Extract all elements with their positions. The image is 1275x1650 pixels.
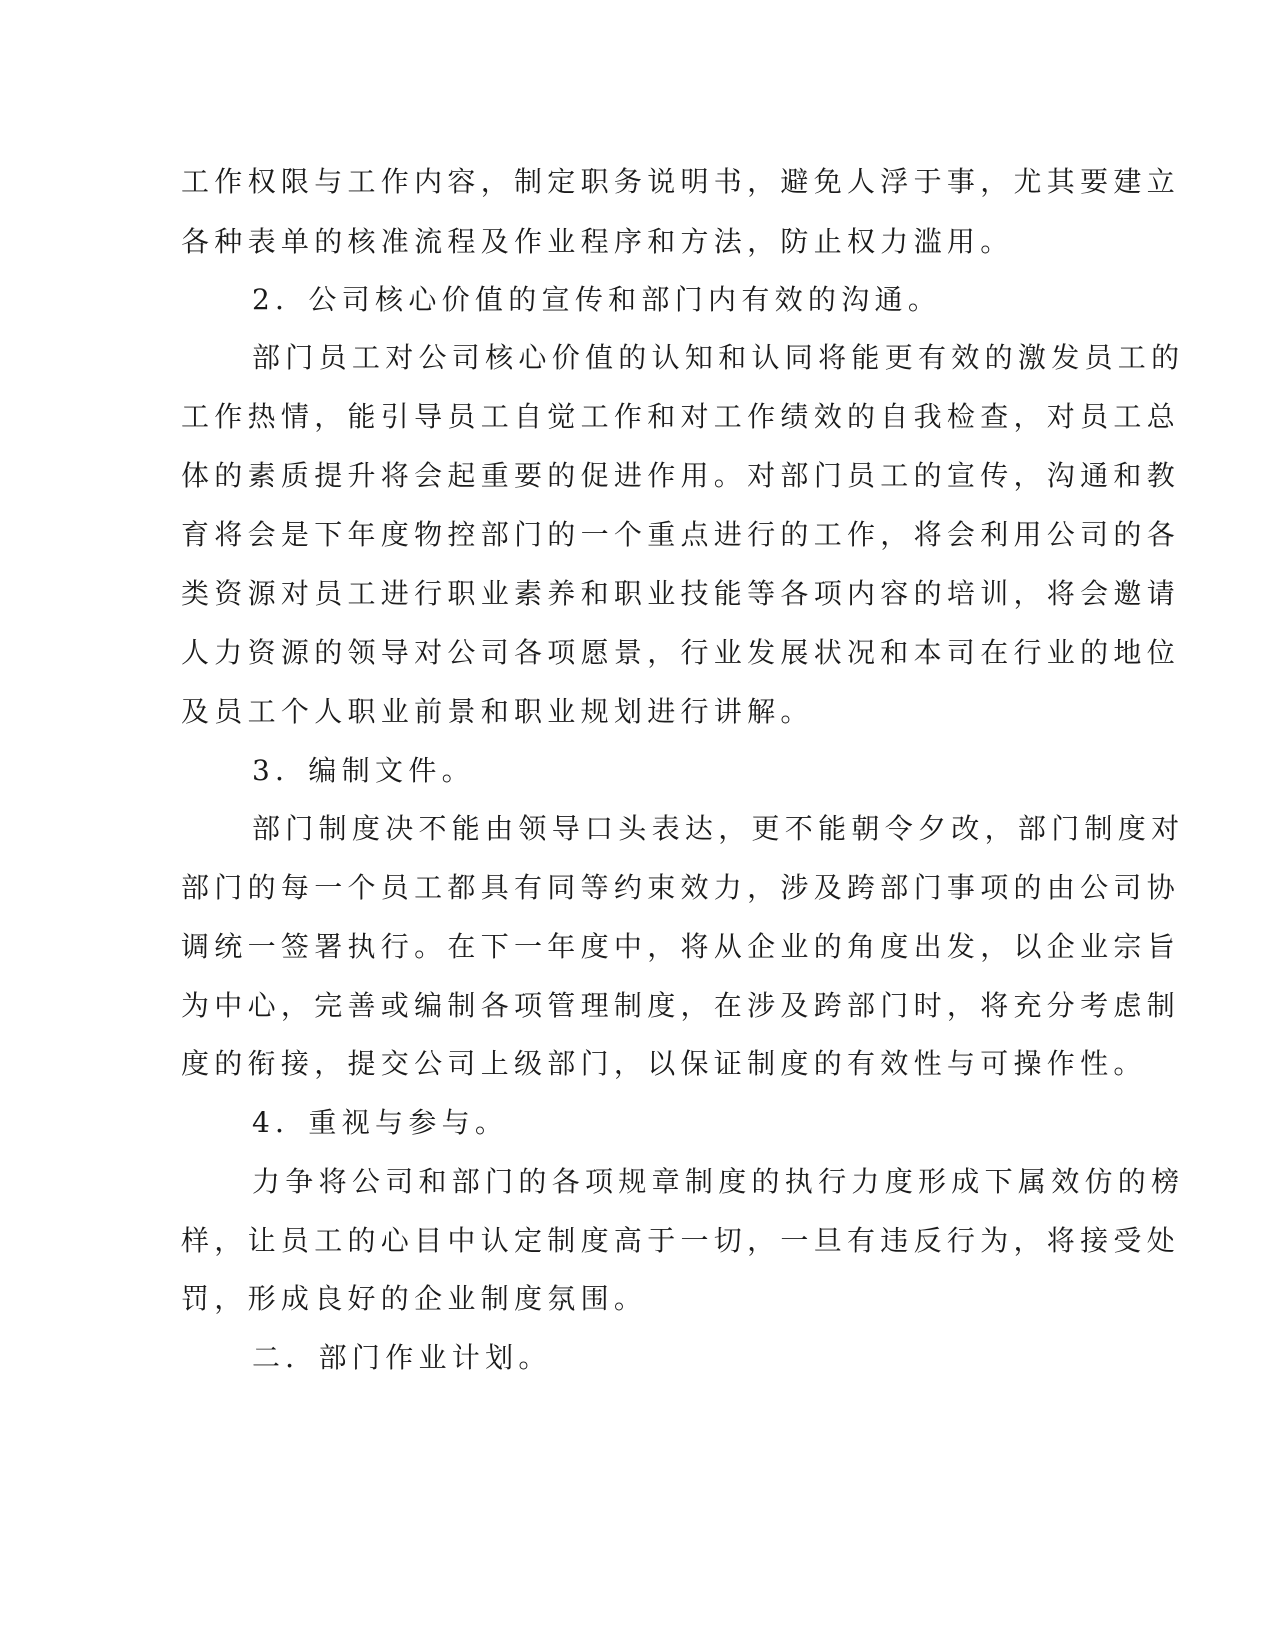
- text-line: 部门的每一个员工都具有同等约束效力，涉及跨部门事项的由公司协: [181, 871, 1181, 904]
- text-line: 育将会是下年度物控部门的一个重点进行的工作，将会利用公司的各: [181, 518, 1181, 551]
- text-line: 及员工个人职业前景和职业规划进行讲解。: [181, 695, 814, 728]
- text-line: 人力资源的领导对公司各项愿景，行业发展状况和本司在行业的地位: [181, 636, 1181, 669]
- paragraph-first-line: 力争将公司和部门的各项规章制度的执行力度形成下属效仿的榜: [252, 1165, 1185, 1198]
- text-line: 样，让员工的心目中认定制度高于一切，一旦有违反行为，将接受处: [181, 1224, 1181, 1257]
- paragraph-first-line: 部门员工对公司核心价值的认知和认同将能更有效的激发员工的: [252, 341, 1185, 374]
- text-line: 为中心，完善或编制各项管理制度，在涉及跨部门时，将充分考虑制: [181, 989, 1181, 1022]
- section-heading: 4．重视与参与。: [252, 1106, 509, 1139]
- text-line: 度的衔接，提交公司上级部门，以保证制度的有效性与可操作性。: [181, 1047, 1147, 1080]
- text-line: 各种表单的核准流程及作业程序和方法，防止权力滥用。: [181, 225, 1014, 258]
- text-line: 罚，形成良好的企业制度氛围。: [181, 1282, 648, 1315]
- text-line: 工作权限与工作内容，制定职务说明书，避免人浮于事，尤其要建立: [181, 165, 1181, 198]
- text-line: 体的素质提升将会起重要的促进作用。对部门员工的宣传，沟通和教: [181, 459, 1181, 492]
- text-line: 工作热情，能引导员工自觉工作和对工作绩效的自我检查，对员工总: [181, 400, 1181, 433]
- section-heading: 2．公司核心价值的宣传和部门内有效的沟通。: [252, 283, 942, 316]
- paragraph-first-line: 部门制度决不能由领导口头表达，更不能朝令夕改，部门制度对: [252, 812, 1185, 845]
- text-line: 类资源对员工进行职业素养和职业技能等各项内容的培训，将会邀请: [181, 577, 1181, 610]
- text-line: 调统一签署执行。在下一年度中，将从企业的角度出发，以企业宗旨: [181, 930, 1181, 963]
- section-heading: 3．编制文件。: [252, 754, 475, 787]
- section-heading: 二．部门作业计划。: [252, 1341, 552, 1374]
